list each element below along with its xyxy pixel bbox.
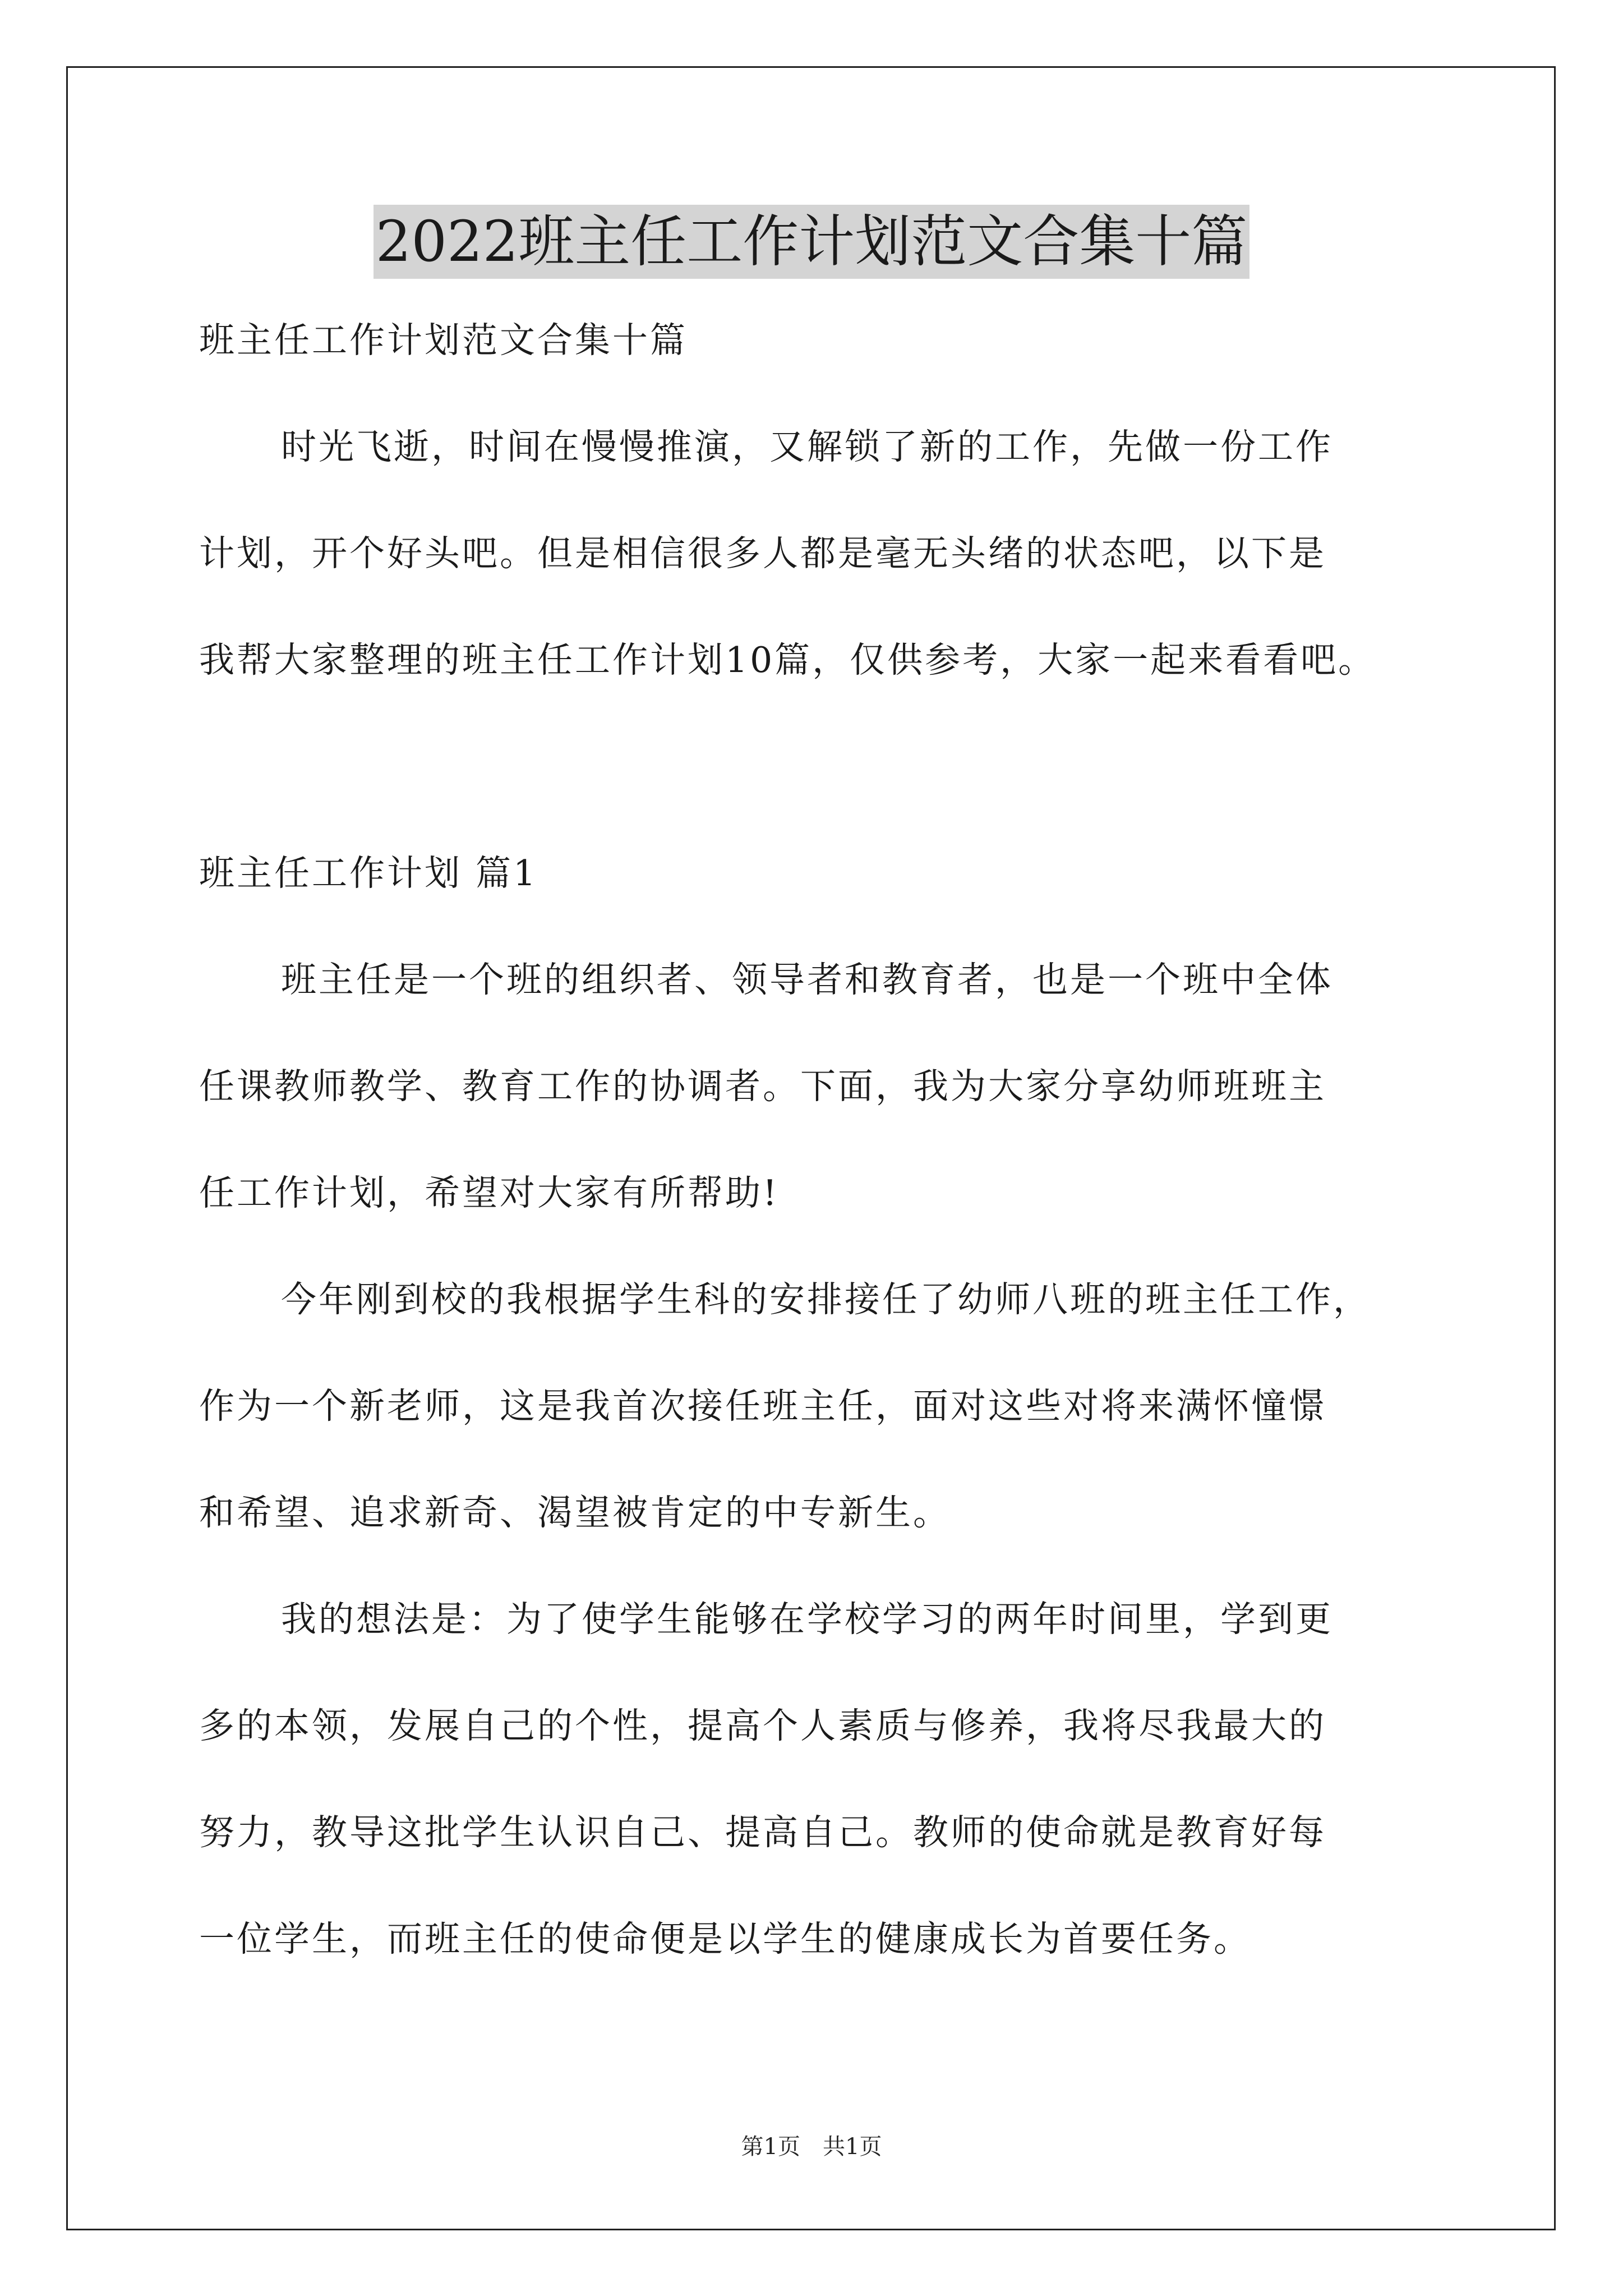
body-text-line: 任工作计划，希望对大家有所帮助! [199, 1172, 780, 1213]
body-text-line: 多的本领，发展自己的个性，提高个人素质与修养，我将尽我最大的 [199, 1705, 1326, 1746]
document-body [199, 310, 1433, 2015]
page-footer: 第1页 共1页 [741, 2134, 882, 2160]
document-title-container [0, 205, 1623, 279]
subtitle-line: 班主任工作计划范文合集十篇 [199, 320, 688, 361]
body-text-line: 今年刚到校的我根据学生科的安排接任了幼师八班的班主任工作， [281, 1279, 1371, 1320]
body-text-line: 一位学生，而班主任的使命便是以学生的健康成长为首要任务。 [199, 1918, 1251, 1959]
body-text-line: 我帮大家整理的班主任工作计划10篇，仅供参考，大家一起来看看吧。 [199, 639, 1376, 680]
body-text-line: 计划，开个好头吧。但是相信很多人都是毫无头绪的状态吧，以下是 [199, 533, 1326, 574]
body-text-line: 作为一个新老师，这是我首次接任班主任，面对这些对将来满怀憧憬 [199, 1386, 1326, 1427]
section-heading: 班主任工作计划 篇1 [199, 853, 538, 894]
body-text-line: 任课教师教学、教育工作的协调者。下面，我为大家分享幼师班班主 [199, 1066, 1326, 1107]
document-title: 2022班主任工作计划范文合集十篇 [374, 205, 1250, 279]
body-text-line: 努力，教导这批学生认识自己、提高自己。教师的使命就是教育好每 [199, 1812, 1326, 1853]
body-text-line: 和希望、追求新奇、渴望被肯定的中专新生。 [199, 1492, 951, 1533]
body-text-line: 我的想法是：为了使学生能够在学校学习的两年时间里，学到更 [281, 1599, 1333, 1640]
body-text-line: 班主任是一个班的组织者、领导者和教育者，也是一个班中全体 [281, 959, 1333, 1000]
body-text-line: 时光飞逝，时间在慢慢推演，又解锁了新的工作，先做一份工作 [281, 426, 1333, 467]
